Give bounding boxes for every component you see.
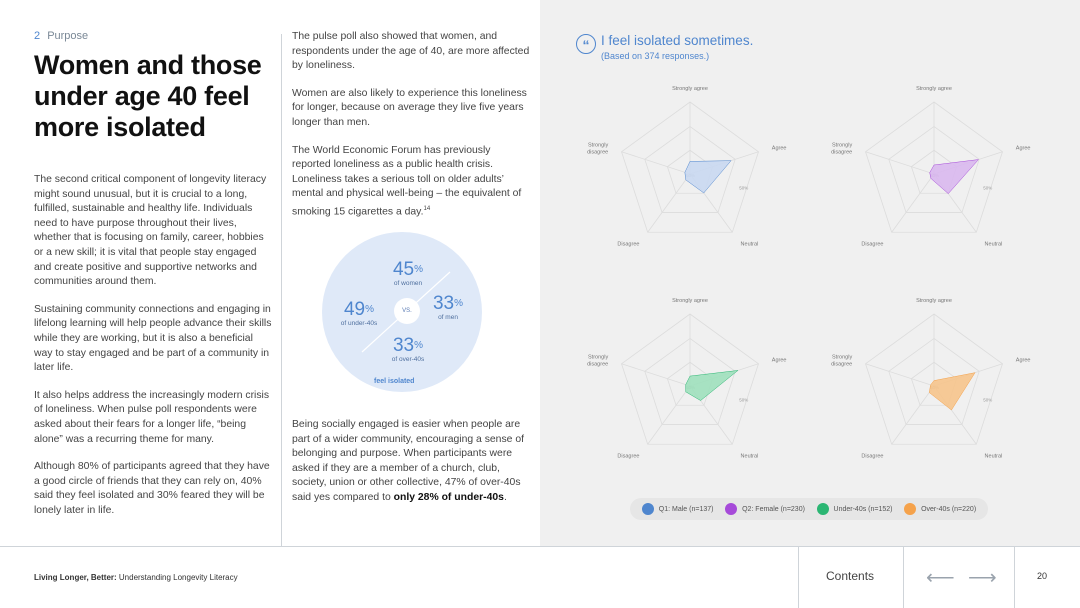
legend-dot-over40 — [904, 503, 916, 515]
chart-legend — [630, 498, 988, 520]
radar-chart-over-40s — [824, 282, 1044, 487]
stat-under-40s — [336, 300, 382, 328]
stat-under40-value: 49 — [343, 299, 366, 320]
footer-title-bold: Living Longer, Better: — [34, 573, 117, 582]
radar-spoke — [892, 174, 934, 232]
footer-separator — [1014, 546, 1015, 608]
middle-column — [292, 30, 530, 233]
section-number: 2 — [34, 30, 41, 42]
radar-spoke — [892, 386, 934, 444]
vs-badge: VS. — [394, 298, 420, 324]
radar-axis-label: Strongly agree — [672, 298, 708, 304]
radar-series-area — [685, 161, 731, 193]
radar-axis-label: Strongly — [588, 354, 609, 361]
radar-axis-label: Agree — [1015, 357, 1031, 364]
radar-axis-label: Strongly — [832, 354, 853, 361]
radar-svg — [824, 282, 1044, 482]
left-column — [34, 30, 274, 531]
radar-spoke — [622, 364, 690, 386]
radar-axis-label: Strongly agree — [672, 86, 708, 92]
legend-item — [642, 503, 714, 515]
radar-ring-label: 50% — [739, 397, 749, 403]
stat-men-label: of men — [438, 314, 458, 321]
radar-spoke — [648, 386, 690, 444]
left-paragraph: Sustaining community connections and engaging in lifelong learning will help people advance their skills while they are working, but it is also a beneficial way to stay engaged and be part of a community in later life. — [34, 303, 272, 374]
radar-axis-label: Strongly — [588, 142, 609, 149]
footer-separator — [903, 546, 904, 608]
column-divider — [281, 34, 282, 546]
radar-series-area — [686, 370, 738, 400]
chart-title: I feel isolated sometimes. — [601, 33, 754, 48]
stat-men-value: 33 — [432, 293, 455, 314]
stat-women — [386, 260, 430, 288]
radar-axis-label: Strongly agree — [916, 298, 952, 304]
mid-bottom-paragraph — [292, 418, 530, 519]
isolation-stats-bubble — [322, 232, 492, 392]
footer-report-title — [34, 573, 238, 582]
radar-axis-label: disagree — [831, 149, 853, 156]
legend-label: Q2: Female (n=230) — [742, 505, 805, 513]
legend-dot-female — [725, 503, 737, 515]
mid-paragraph: The pulse poll also showed that women, and respondents under the age of 40, are more affected by loneliness. — [292, 31, 530, 72]
radar-axis-label: Disagree — [861, 241, 884, 248]
radar-axis-label: Agree — [771, 357, 787, 364]
stat-men-unit: % — [454, 298, 464, 309]
left-paragraph: Although 80% of participants agreed that they have a good circle of friends that they can rely on, 40% said they feel isolated and 30% feared they will be lonely later in life. — [34, 461, 270, 516]
legend-item — [817, 503, 893, 515]
radar-axis-label: Disagree — [861, 453, 884, 460]
mid-bottom-bold: only 28% of under-40s — [393, 491, 504, 503]
mid-paragraph — [292, 144, 530, 220]
radar-svg — [580, 70, 800, 270]
legend-label: Q1: Male (n=137) — [658, 505, 714, 513]
radar-spoke — [866, 152, 934, 174]
next-page-arrow-icon[interactable]: ⟶ — [968, 567, 997, 589]
contents-link[interactable]: Contents — [826, 569, 875, 583]
stat-over-40s — [386, 336, 430, 364]
radar-axis-label: Agree — [771, 145, 787, 152]
footer-title-rest: Understanding Longevity Literacy — [116, 573, 238, 582]
radar-axis-label: Strongly — [832, 142, 853, 149]
legend-label: Under-40s (n=152) — [833, 505, 893, 513]
radar-spoke — [622, 152, 690, 174]
bubble-caption: feel isolated — [374, 378, 415, 385]
radar-axis-label: Disagree — [617, 453, 640, 460]
stat-over40-value: 33 — [392, 335, 415, 356]
legend-dot-under40 — [817, 503, 829, 515]
stat-women-label: of women — [393, 280, 423, 287]
radar-axis-label: Neutral — [740, 241, 759, 248]
chart-subtitle: (Based on 374 responses.) — [601, 51, 710, 61]
radar-ring-label: 50% — [983, 185, 993, 191]
section-name: Purpose — [47, 30, 89, 42]
radar-svg — [824, 70, 1044, 270]
radar-spoke — [866, 364, 934, 386]
page-title: Women and those under age 40 feel more isolated — [34, 50, 262, 142]
legend-label: Over-40s (n=220) — [921, 505, 977, 513]
radar-axis-label: disagree — [831, 361, 853, 368]
mid-paragraph-text: The World Economic Forum has previously reported loneliness as a public health crisis. Loneliness takes a serious toll on older adults’ mental and physical well-being – the equivalent of smoking 15 cigarettes a day. — [292, 144, 522, 218]
stat-men — [426, 294, 470, 322]
radar-ring-label: 50% — [739, 185, 749, 191]
mid-paragraph: Women are also likely to experience this loneliness for longer, because on average they live five years longer than men. — [292, 87, 527, 128]
legend-item — [725, 503, 805, 515]
section-tag — [34, 30, 274, 42]
radar-axis-label: Neutral — [984, 241, 1003, 248]
radar-spoke — [648, 174, 690, 232]
left-paragraph: It also helps address the increasingly modern crisis of loneliness. When pulse poll respondents were asked about their fears for a longer life, “being alone” was a recurring theme for many. — [34, 389, 270, 445]
legend-item — [904, 503, 976, 515]
radar-ring-label: 50% — [983, 397, 993, 403]
radar-chart-female — [824, 70, 1044, 275]
radar-axis-label: disagree — [587, 361, 609, 368]
page-number: 20 — [1037, 571, 1048, 581]
stat-under40-label: of under-40s — [340, 320, 378, 327]
radar-axis-label: disagree — [587, 149, 609, 156]
stat-under40-unit: % — [365, 304, 375, 315]
mid-bottom-end: . — [503, 491, 507, 503]
stat-women-value: 45 — [392, 259, 415, 280]
footer-separator — [798, 546, 799, 608]
chart-panel — [540, 0, 1080, 546]
radar-svg — [580, 282, 800, 482]
radar-chart-male — [580, 70, 800, 275]
quote-icon: “ — [576, 34, 596, 54]
prev-page-arrow-icon[interactable]: ⟵ — [926, 567, 955, 589]
mid-bottom-text-main: Being socially engaged is easier when people are part of a wider community, encouraging a sense of belonging and purpose. When participants were asked if they are a member of a church, club, society, union or other collective, 47% of over-40s said yes compared to — [292, 419, 524, 503]
left-paragraph: The second critical component of longevity literacy might sound unusual, but it is crucial to a long, fulfilled, sustainable and healthy life. Individuals need to have purpose throughout their lives, whether that is focusing on family, career, hobbies or a new skill; it is vital that people stay engaged and create positive and supportive networks and communities around them. — [34, 174, 267, 288]
footer-divider — [0, 546, 1080, 547]
stat-over40-label: of over-40s — [391, 356, 425, 363]
stat-women-unit: % — [414, 264, 424, 275]
radar-axis-label: Neutral — [740, 453, 759, 460]
radar-axis-label: Neutral — [984, 453, 1003, 460]
mid-bottom-text — [292, 418, 530, 506]
radar-series-area — [930, 160, 979, 194]
legend-dot-male — [642, 503, 654, 515]
radar-axis-label: Strongly agree — [916, 86, 952, 92]
radar-chart-under-40s — [580, 282, 800, 487]
radar-axis-label: Disagree — [617, 241, 640, 248]
radar-axis-label: Agree — [1015, 145, 1031, 152]
footnote-ref: 14 — [423, 205, 431, 212]
stat-over40-unit: % — [414, 340, 424, 351]
